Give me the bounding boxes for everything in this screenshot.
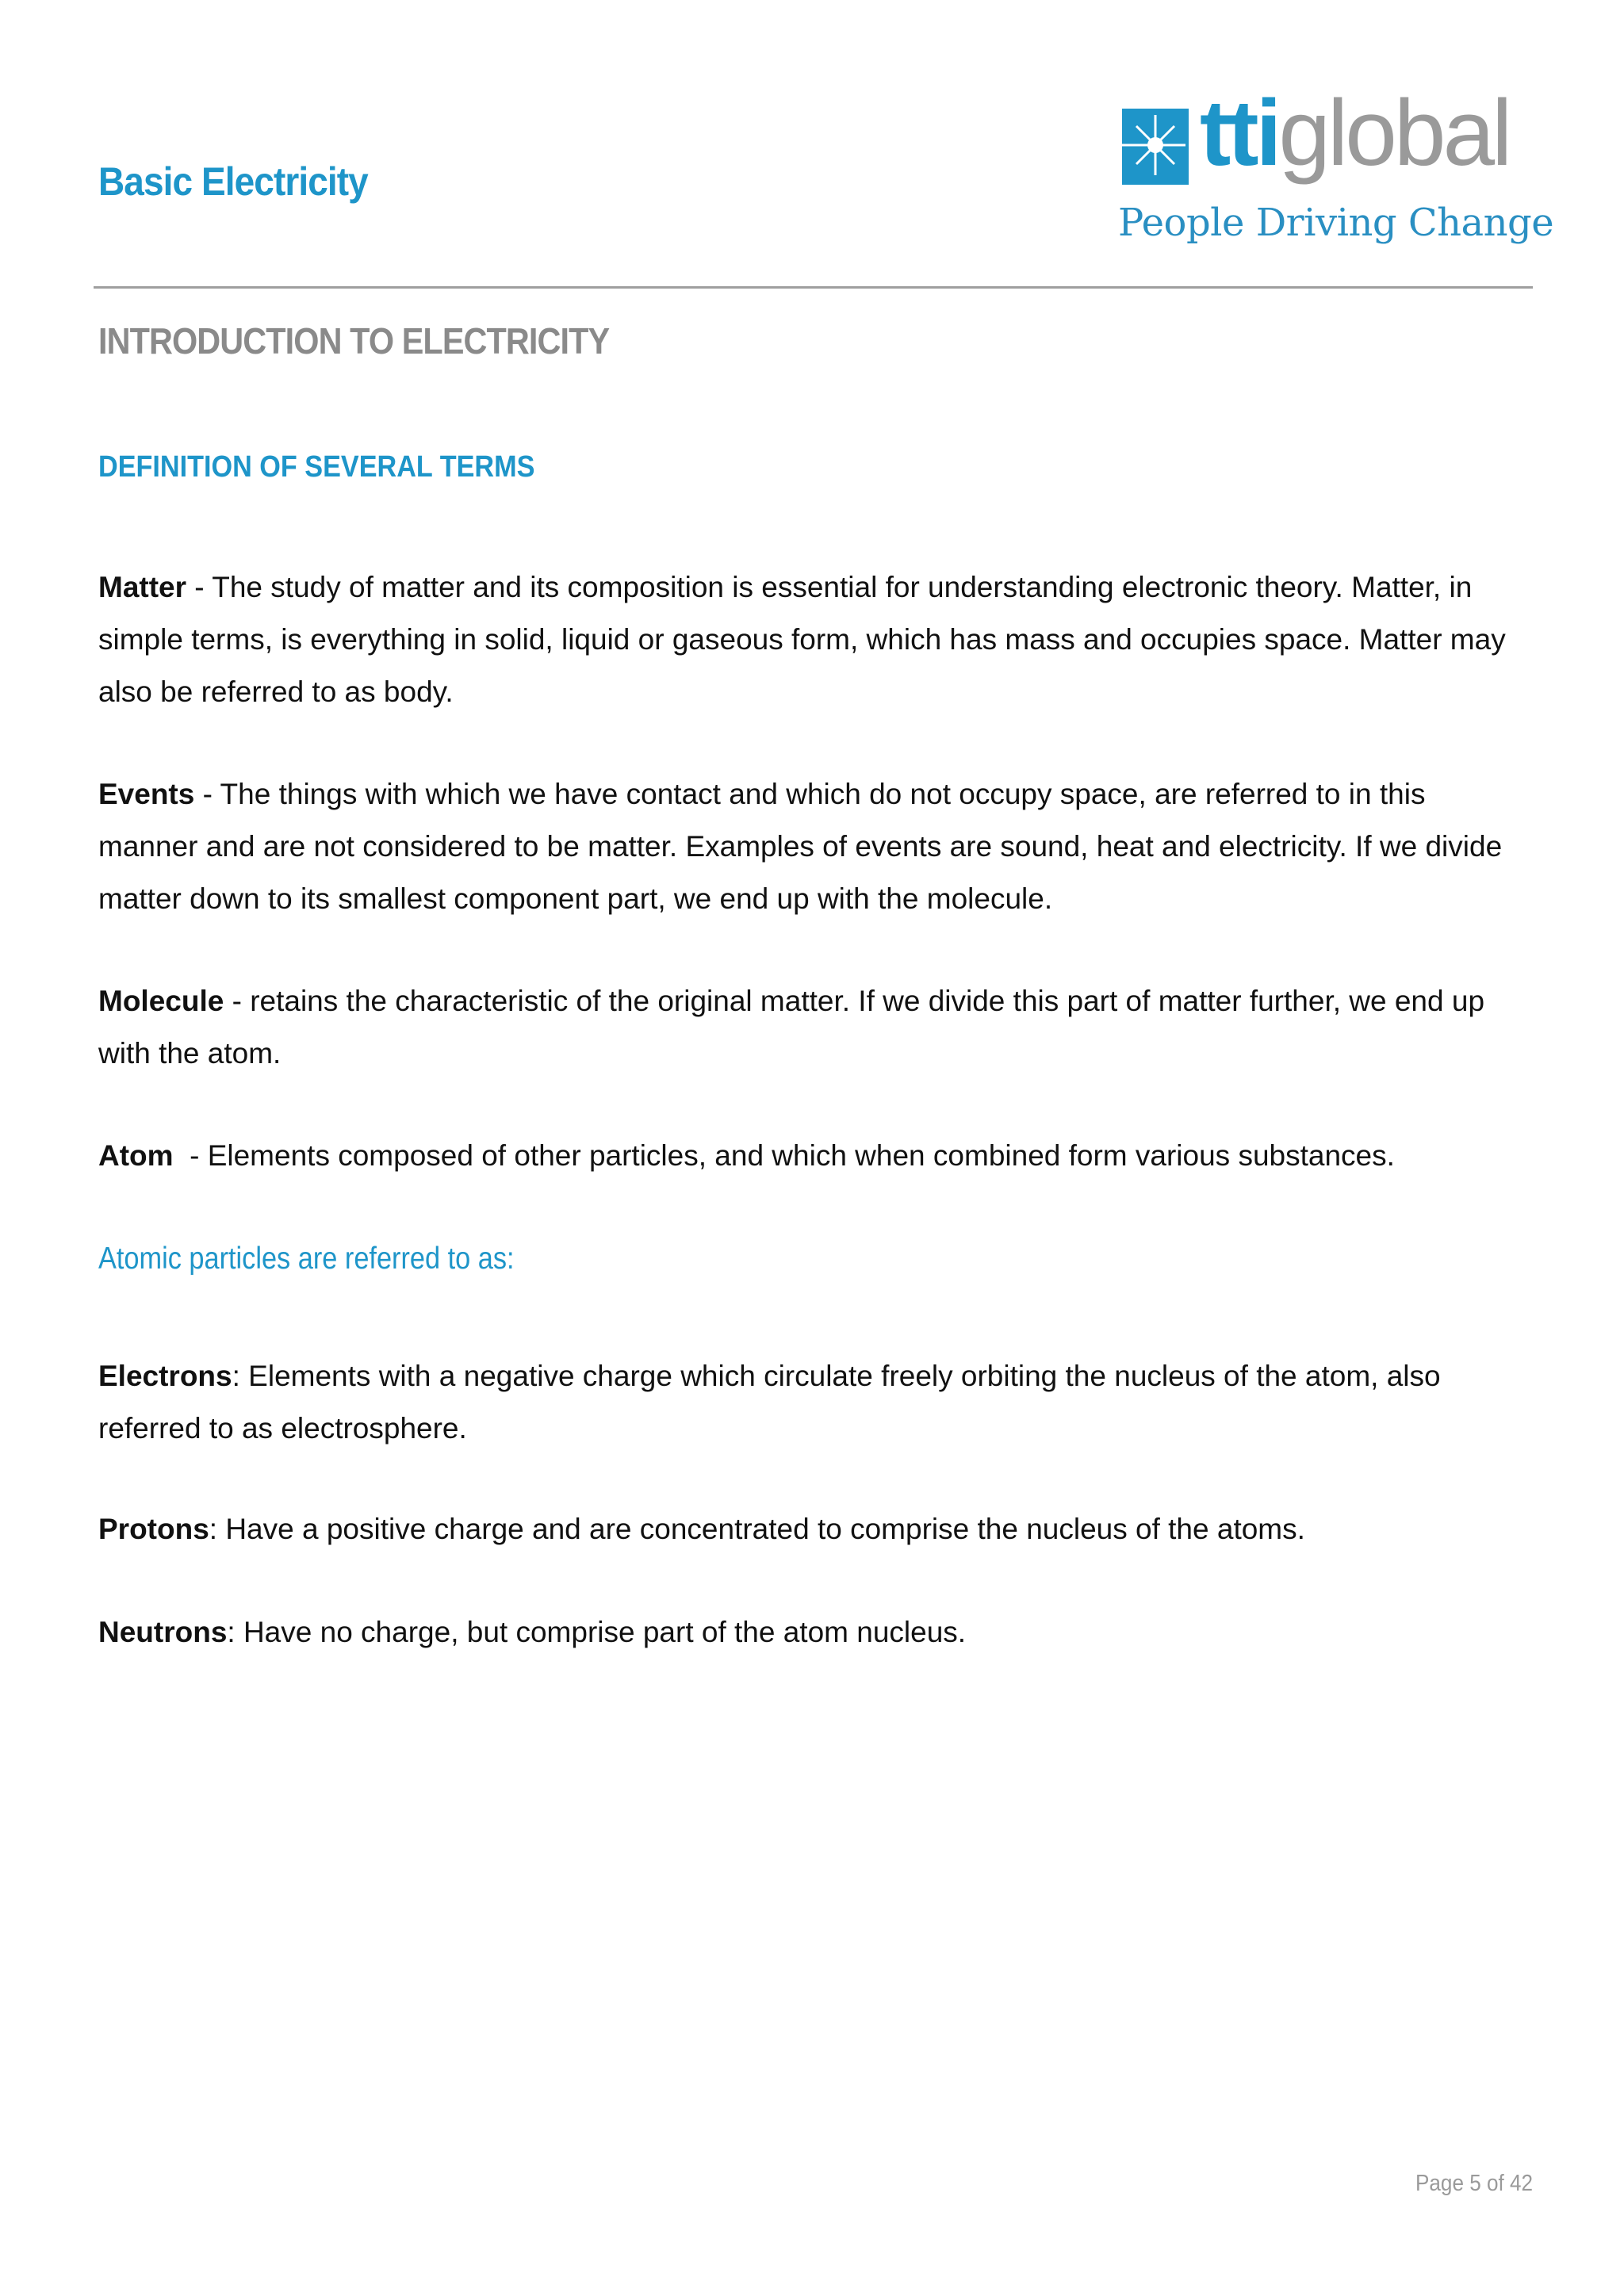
term-label: Atom [98, 1139, 174, 1172]
logo-tagline: People Driving Change [1118, 201, 1554, 245]
document-title: Basic Electricity [98, 159, 368, 204]
term-label: Matter [98, 571, 187, 603]
definition-text: : Have a positive charge and are concentrated to comprise the nucleus of the atoms. [209, 1513, 1305, 1545]
company-logo [1098, 81, 1554, 258]
particle-electrons [98, 1350, 1526, 1455]
term-label: Electrons [98, 1360, 232, 1392]
definition-matter [98, 561, 1526, 718]
logo-word-light: global [1278, 81, 1510, 186]
starburst-logo-icon [1098, 99, 1193, 194]
page-number: Page 5 of 42 [1415, 2171, 1534, 2196]
atomic-particles-callout: Atomic particles are referred to as: [98, 1242, 515, 1276]
section-title: INTRODUCTION TO ELECTRICITY [98, 320, 610, 362]
definition-text: : Have no charge, but comprise part of the atom nucleus. [227, 1616, 967, 1648]
definition-text: - retains the characteristic of the original matter. If we divide this part of matter further, we end up with the atom. [98, 985, 1485, 1070]
definition-atom [98, 1130, 1526, 1182]
header-divider [94, 286, 1533, 289]
definition-text: - The study of matter and its composition is essential for understanding electronic theory. Matter, in simple terms, is everything in solid, liquid or gaseous form, which has mass and occupies space. Matter may also be referred to as body. [98, 571, 1506, 708]
term-label: Protons [98, 1513, 209, 1545]
definition-events [98, 768, 1526, 925]
logo-wordmark [1200, 81, 1510, 186]
term-label: Events [98, 778, 195, 810]
term-label: Neutrons [98, 1616, 228, 1648]
particle-neutrons [98, 1606, 1526, 1659]
definition-text: : Elements with a negative charge which circulate freely orbiting the nucleus of the atom, also referred to as electrosphere. [98, 1360, 1441, 1445]
subsection-title: DEFINITION OF SEVERAL TERMS [98, 450, 535, 484]
logo-word-bold: tti [1200, 81, 1279, 186]
term-label: Molecule [98, 985, 224, 1017]
definition-molecule [98, 975, 1526, 1080]
definition-text: - The things with which we have contact and which do not occupy space, are referred to in this manner and are not considered to be matter. Examples of events are sound, heat and electricity. If we divide matter down to its smallest component part, we end up with the molecule. [98, 778, 1503, 915]
particle-protons [98, 1503, 1526, 1556]
definition-text: - Elements composed of other particles, and which when combined form various substances. [173, 1139, 1395, 1172]
